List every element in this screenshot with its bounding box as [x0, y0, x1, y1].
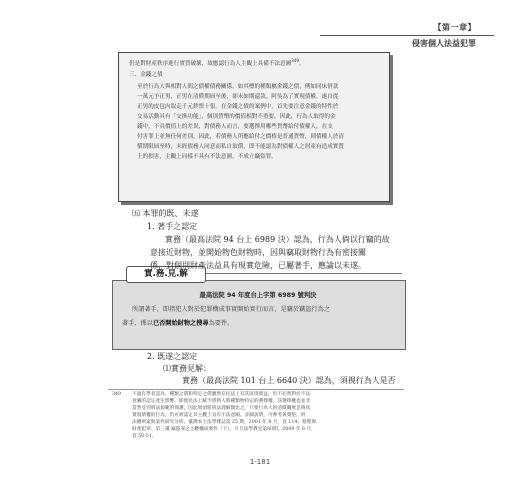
excerpt-para-line: 上的損害，主觀上同樣不具有不法意圖，不成立竊盜罪。 — [137, 154, 277, 160]
excerpt-para-line: 至於行為人與相對人間之債權債務關係，如其標的種類屬金錢之債，例如同床借款 — [137, 84, 339, 90]
case-emphasis: 已否開始財物之搜尋 — [152, 320, 209, 327]
footnote-line: 當然受到刑法規範的保護，因此無須將刑法理解類比之，只要行為人的清償關無足夠真 — [132, 406, 311, 411]
footnote-line: 實現債權的行為，仍可被認定其主觀上具有不法意圖。詳細說明，可參考黃榮堅，刑 — [132, 413, 306, 418]
case-line-1: 所謂著手，即指犯人對於犯罪構成事實開始實行而言，是竊於竊盜行為之 — [132, 306, 330, 313]
footnote-line: 頁 50-51。 — [132, 434, 157, 439]
excerpt-para-line: 償期限屆至時，未經債務人同意而私自取償，即不能認為對債權人之財產有造成實質 — [137, 144, 344, 150]
case-tab-rule — [206, 273, 402, 274]
case-explanation-tab: 實.務.見.解 — [126, 266, 206, 283]
footnote-ref: 349 — [291, 58, 299, 63]
case-line-2: 著手，係以已否開始財物之搜尋為要件。 — [122, 320, 234, 327]
excerpt-box — [118, 52, 390, 202]
body-line: 實務（最高法院 101 台上 6640 決）認為，須視行為人是否 — [182, 376, 396, 385]
header-divider — [320, 35, 494, 36]
subheading: ㈤ 本罪的既、未遂 — [132, 209, 199, 218]
footnote-line: 不過有學者認為，種類之債和特定之債雖然在民法上有其區別實益，但不必然對於不法 — [132, 392, 311, 397]
section-title: 侵害個人法益犯罪 — [412, 39, 476, 48]
footnote-divider — [108, 389, 404, 390]
chapter-label: 【第一章】 — [433, 23, 476, 32]
page-number: 1-181 — [249, 458, 271, 466]
list-item-subheading: ⑴實務見解： — [163, 364, 211, 373]
excerpt-para-line: 正男的皮包內取走千元鈔票十張。在金錢之債的案例中，首先要注意金錢的特性於 — [137, 104, 339, 110]
excerpt-para-line: 付害罪上並無任何差別。因此，若債務人所應給付之價格是普通貨幣，則債權人於清 — [137, 134, 344, 140]
excerpt-para-line: 錢中，不具價值上的差異，對債務人而言，要選擇用哪些貨幣給付債權人，在支 — [137, 124, 333, 130]
footnote-line: 法總則案與案件研究分析，臺灣本土法學雜誌第 25 期，2001 年 8 月，頁 114；蔡聖偉， — [132, 420, 321, 425]
footnote-line: 財產犯罪：第三講 竊盜罪之主觀構成要件（下），月旦法學教室第80期，2009 年 6 月， — [132, 427, 316, 432]
excerpt-para-line: 交易活動具有「交換功能」，個別貨幣的價值相對不重要，因此，行為人取得的金 — [137, 114, 336, 120]
footnote-number: 349 — [112, 392, 121, 397]
body-line: 實務（最高法院 94 台上 6989 決）認為，行為人倘以行竊的故 — [165, 235, 390, 244]
body-line: 意接近財物，並開始物色財物時，因與竊取財物行為有密接關 — [150, 248, 366, 257]
body-line: 係，對個別財產法益具有現實危險，已屬著手，應論以未遂。 — [150, 261, 366, 270]
excerpt-line-1: 仍是對財產秩序進行實質破壞，故應認行為人主觀上具備不法意圖$^{349}$。 — [129, 58, 305, 67]
footnote-line: 意圖的認定產生影響。即使民法上賦予債務人將種類物特定的選擇權，該選擇權也並非 — [132, 399, 311, 404]
case-title: 最高法院 94 年度台上字第 6989 號判決 — [199, 292, 317, 299]
excerpt-para-line: 一萬元予正男，正男在清償期屆至後，卻未如期還款。阿吳為了實現債權，遂自從 — [137, 94, 339, 100]
list-item-heading: 1. 著手之認定 — [147, 222, 198, 231]
item-heading: 三、金錢之債 — [129, 72, 163, 78]
list-item-heading: 2. 既遂之認定 — [147, 352, 198, 361]
